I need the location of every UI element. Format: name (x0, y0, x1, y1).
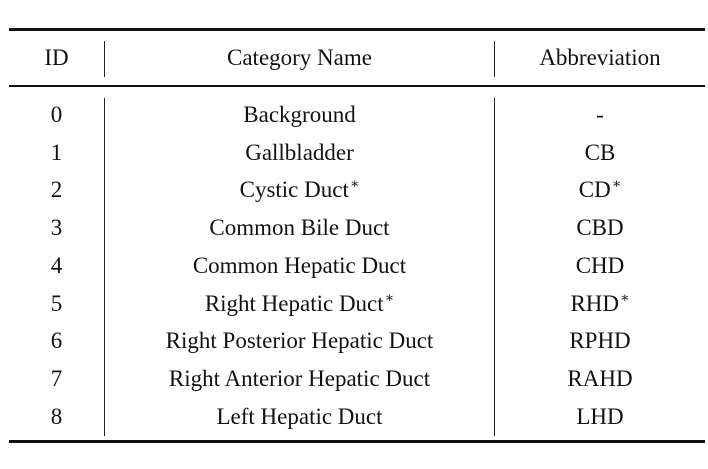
abbreviation-text: LHD (576, 404, 624, 429)
header-abbreviation: Abbreviation (539, 45, 661, 70)
cell-id: 8 (50, 404, 63, 429)
cell-category-name (105, 402, 494, 432)
top-rule (9, 28, 705, 31)
category-name-text: Common Bile Duct (209, 215, 390, 240)
cell-abbreviation (495, 213, 705, 243)
cell-abbreviation (495, 138, 705, 168)
bottom-rule (9, 440, 705, 443)
category-name-text: Background (243, 102, 356, 127)
cell-category-name (105, 100, 494, 130)
header-id: ID (44, 45, 69, 70)
asterisk-mark: ∗ (611, 177, 622, 192)
cell-abbreviation (495, 289, 705, 319)
cell-abbreviation (495, 326, 705, 356)
cell-category-name (105, 175, 494, 205)
abbreviation-text: CBD (576, 215, 624, 240)
asterisk-mark: ∗ (349, 177, 360, 192)
cell-id: 7 (50, 366, 63, 391)
cell-id: 2 (50, 177, 63, 202)
cell-id: 6 (50, 328, 63, 353)
category-name-text: Gallbladder (245, 140, 354, 165)
cell-category-name (105, 326, 494, 356)
cell-abbreviation (495, 100, 705, 130)
header-category-name: Category Name (227, 45, 372, 70)
cell-id: 3 (50, 215, 63, 240)
abbreviation-text: CHD (575, 253, 625, 278)
cell-abbreviation (495, 251, 705, 281)
category-table (9, 0, 705, 469)
category-name-text: Cystic Duct (239, 177, 349, 202)
cell-abbreviation (495, 175, 705, 205)
cell-category-name (105, 251, 494, 281)
asterisk-mark: ∗ (620, 291, 630, 306)
abbreviation-text: - (596, 102, 604, 127)
category-name-text: Right Anterior Hepatic Duct (168, 366, 431, 391)
cell-category-name (105, 289, 494, 319)
cell-id: 4 (50, 253, 63, 278)
cell-abbreviation (495, 402, 705, 432)
cell-id: 1 (50, 140, 63, 165)
cell-abbreviation (495, 364, 705, 394)
category-name-text: Right Posterior Hepatic Duct (165, 328, 434, 353)
category-name-text: Left Hepatic Duct (216, 404, 383, 429)
abbreviation-text: RAHD (567, 366, 633, 391)
cell-category-name (105, 213, 494, 243)
asterisk-mark: ∗ (384, 291, 395, 306)
cell-category-name (105, 364, 494, 394)
abbreviation-text: RPHD (569, 328, 631, 353)
category-name-text: Common Hepatic Duct (192, 253, 407, 278)
abbreviation-text: CD (578, 177, 611, 202)
header-rule (9, 85, 705, 87)
cell-category-name (105, 138, 494, 168)
abbreviation-text: CB (584, 140, 616, 165)
category-name-text: Right Hepatic Duct (204, 291, 384, 316)
cell-id: 5 (50, 291, 63, 316)
abbreviation-text: RHD (570, 291, 620, 316)
cell-id: 0 (50, 102, 63, 127)
